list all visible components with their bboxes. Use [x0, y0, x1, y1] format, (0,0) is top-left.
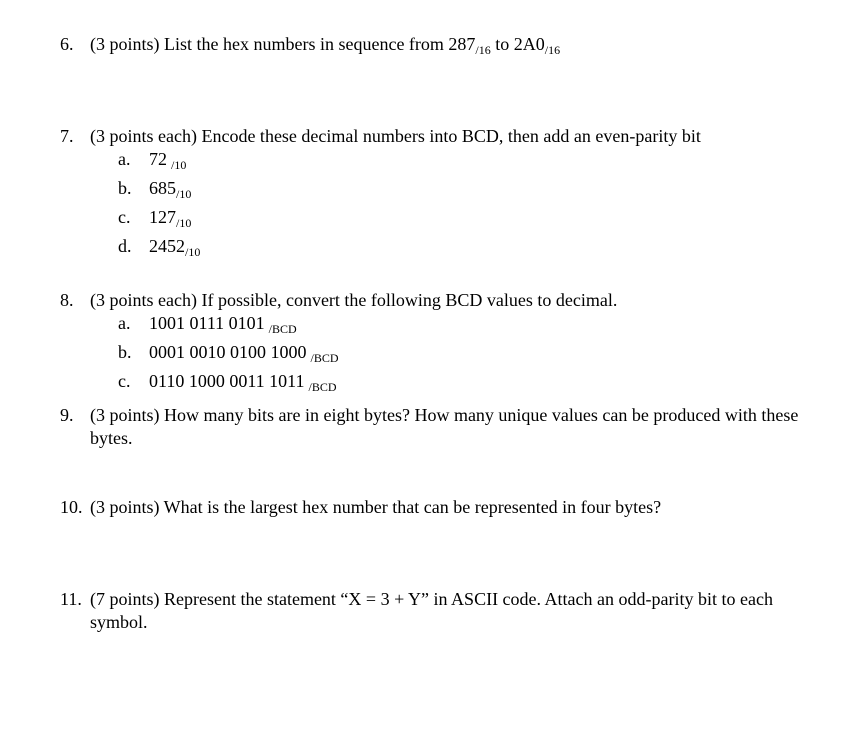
question-text: (7 points) Represent the statement “X = 3 + Y” in ASCII code. Attach an odd-parity bit to each symbol.	[90, 589, 773, 632]
question-text: (3 points) What is the largest hex number that can be represented in four bytes?	[90, 497, 662, 517]
answer-options	[60, 148, 820, 264]
question-9	[60, 404, 800, 450]
subscript: /16	[475, 43, 491, 57]
subscript: /10	[176, 187, 192, 201]
list-item: b. 0001 0010 0100 1000 $_{/BCD}$	[118, 342, 339, 365]
list-item: a. 1001 0111 0101 $_{/BCD}$	[118, 313, 297, 336]
question-number: 6.	[60, 34, 74, 54]
answer-options	[60, 312, 820, 399]
list-item: c. $127_{/10}$	[118, 207, 192, 230]
subscript: /BCD	[268, 322, 297, 336]
subscript: /10	[176, 216, 192, 230]
question-number: 10.	[60, 497, 83, 517]
question-text: (3 points) How many bits are in eight bytes? How many unique values can be produced with these bytes.	[90, 405, 799, 448]
question-6	[60, 33, 820, 62]
question-text: (3 points) List the hex numbers in sequence from $287_{/16}$ to $2A0_{/16}$	[90, 34, 561, 57]
question-8	[60, 289, 820, 399]
list-item: a. 72 $_{/10}$	[118, 149, 187, 172]
subscript: /16	[544, 43, 561, 57]
question-text: (3 points each) Encode these decimal numbers into BCD, then add an even-parity bit	[90, 126, 701, 146]
list-item: b. $685_{/10}$	[118, 178, 192, 201]
question-7	[60, 125, 820, 264]
subscript: /BCD	[308, 380, 337, 394]
subscript: /10	[185, 245, 201, 259]
question-number: 7.	[60, 126, 74, 146]
list-item: d. $2452_{/10}$	[118, 236, 201, 259]
question-11	[60, 588, 800, 634]
subscript: /10	[171, 158, 187, 172]
list-item: c. 0110 1000 0011 1011 $_{/BCD}$	[118, 371, 337, 394]
question-text: (3 points each) If possible, convert the following BCD values to decimal.	[90, 290, 618, 310]
question-10	[60, 496, 820, 519]
question-number: 8.	[60, 290, 74, 310]
question-number: 9.	[60, 405, 74, 425]
question-number: 11.	[60, 589, 82, 609]
subscript: /BCD	[310, 351, 339, 365]
